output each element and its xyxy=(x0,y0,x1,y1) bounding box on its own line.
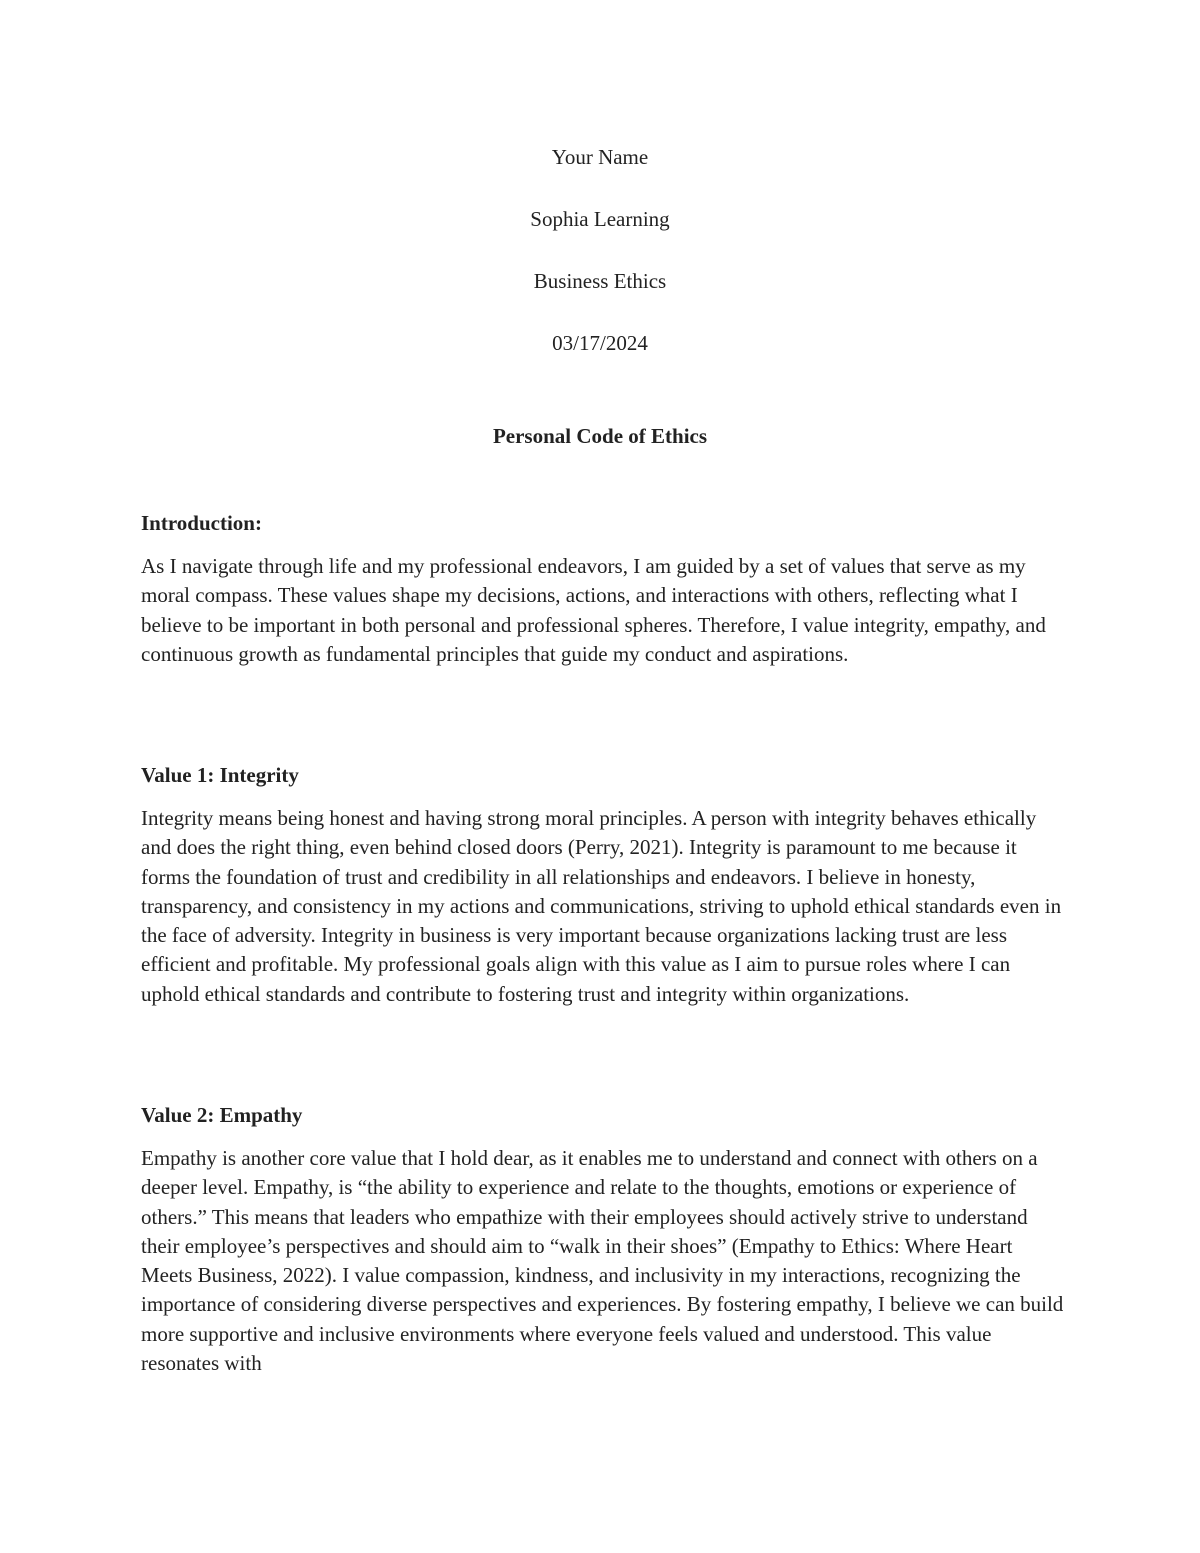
section-value-empathy xyxy=(141,1100,1066,1378)
section-body-integrity: Integrity means being honest and having strong moral principles. A person with integrity behaves ethically and does the right thing, even behind closed doors (Perry, 2021). Integrity is paramount to me because it forms the foundation of trust and credibility in all relationships and endeavors. I believe in honesty, transparency, and consistency in my actions and communications, striving to uphold ethical standards even in the face of adversity. Integrity in business is very important because organizations lacking trust are less efficient and profitable. My professional goals align with this value as I aim to pursue roles where I can uphold ethical standards and contribute to fostering trust and integrity within organizations. xyxy=(141,806,1062,1006)
course-name: Business Ethics xyxy=(533,269,667,293)
author-name: Your Name xyxy=(551,145,649,169)
section-introduction xyxy=(141,508,1066,669)
document-date: 03/17/2024 xyxy=(552,331,648,355)
section-body-empathy: Empathy is another core value that I hold dear, as it enables me to understand and connect with others on a deeper level. Empathy, is “the ability to experience and relate to the thoughts, emotions or experience of others.” This means that leaders who empathize with their employees should actively strive to understand their employee’s perspectives and should aim to “walk in their shoes” (Empathy to Ethics: Where Heart Meets Business, 2022). I value compassion, kindness, and inclusivity in my interactions, recognizing the importance of considering diverse perspectives and experiences. By fostering empathy, I believe we can build more supportive and inclusive environments where everyone feels valued and understood. This value resonates with xyxy=(141,1146,1064,1376)
section-body-introduction: As I navigate through life and my professional endeavors, I am guided by a set of values that serve as my moral compass. These values shape my decisions, actions, and interactions with others, reflecting what I believe to be important in both personal and professional spheres. Therefore, I value integrity, empathy, and continuous growth as fundamental principles that guide my conduct and aspirations. xyxy=(141,554,1046,666)
section-value-integrity xyxy=(141,760,1066,1009)
section-heading-integrity: Value 1: Integrity xyxy=(141,763,299,787)
institution-name: Sophia Learning xyxy=(530,207,670,231)
section-heading-introduction: Introduction: xyxy=(141,511,262,535)
section-heading-empathy: Value 2: Empathy xyxy=(141,1103,303,1127)
document-title: Personal Code of Ethics xyxy=(492,424,708,448)
header-block xyxy=(0,142,1200,390)
